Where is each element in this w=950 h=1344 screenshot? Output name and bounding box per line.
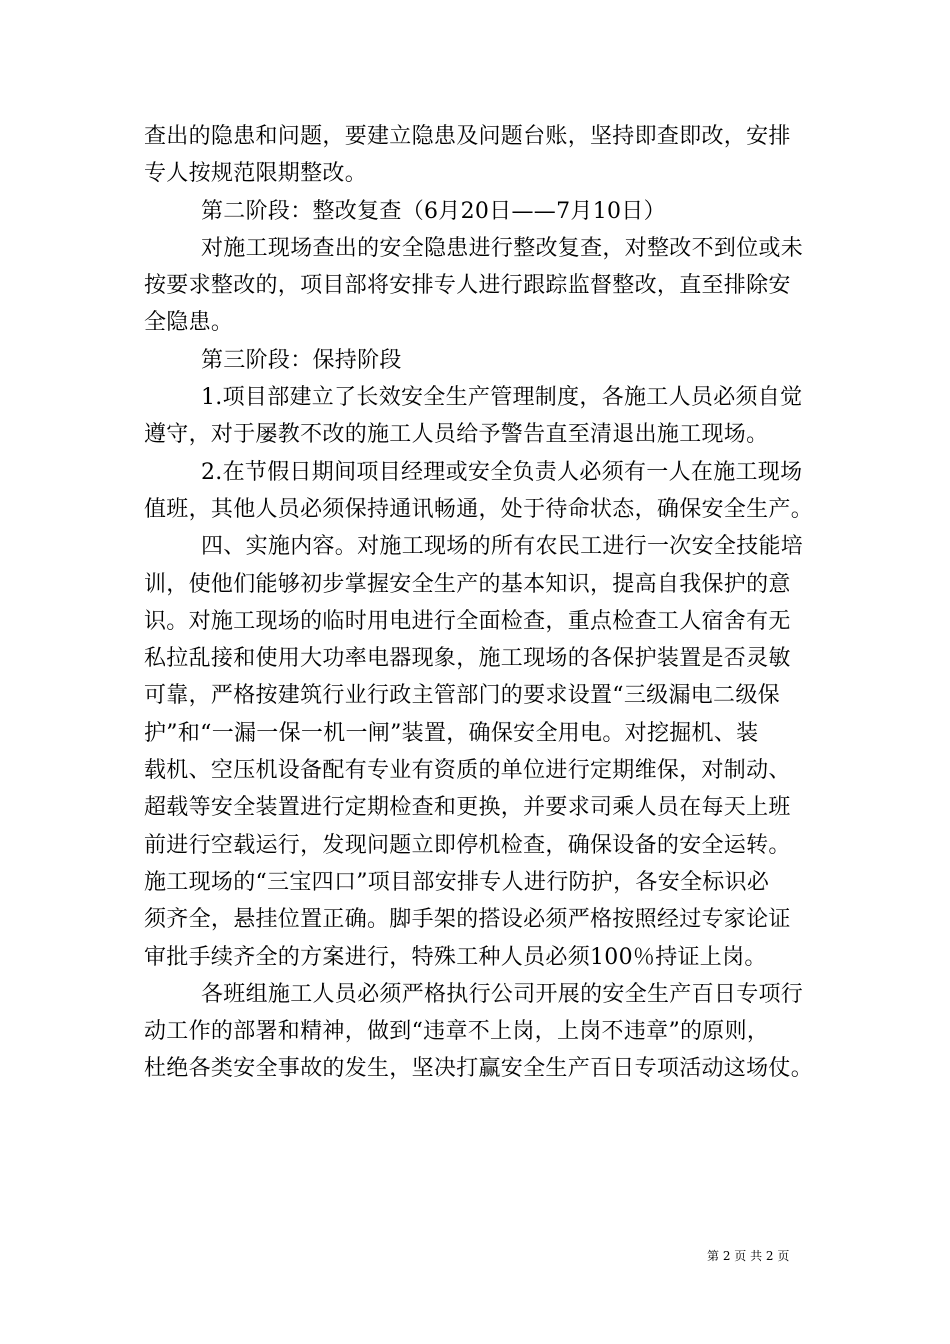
text-line: 载机、空压机设备配有专业有资质的单位进行定期维保，对制动、 [144, 758, 791, 784]
text-line: 2.在节假日期间项目经理或安全负责人必须有一人在施工现场 [201, 459, 803, 485]
text-line: 值班，其他人员必须保持通讯畅通，处于待命状态，确保安全生产。 [144, 496, 814, 522]
text-line: 1.项目部建立了长效安全生产管理制度，各施工人员必须自觉 [201, 385, 803, 411]
text-line: 对施工现场查出的安全隐患进行整改复查，对整改不到位或未 [201, 235, 804, 261]
document-body [144, 118, 814, 1088]
text-line: 训，使他们能够初步掌握安全生产的基本知识，提高自我保护的意 [144, 571, 791, 597]
text-line: 识。对施工现场的临时用电进行全面检查，重点检查工人宿舍有无 [144, 608, 791, 634]
text-line: 查出的隐患和问题，要建立隐患及问题台账，坚持即查即改，安排 [144, 124, 791, 149]
text-line: 专人按规范限期整改。 [144, 161, 368, 187]
section-heading: 第三阶段：保持阶段 [201, 347, 402, 373]
text-line: 遵守，对于屡教不改的施工人员给予警告直至清退出施工现场。 [144, 422, 769, 448]
section-heading: 第二阶段：整改复查（6月20日——7月10日） [201, 198, 666, 224]
text-line: 四、实施内容。对施工现场的所有农民工进行一次安全技能培 [201, 534, 804, 560]
text-line: 须齐全，悬挂位置正确。脚手架的搭设必须严格按照经过专家论证 [144, 907, 791, 933]
page-number-footer: 第 2 页 共 2 页 [707, 1249, 790, 1263]
text-line: 审批手续齐全的方案进行，特殊工种人员必须100％持证上岗。 [144, 944, 767, 970]
text-line: 可靠，严格按建筑行业行政主管部门的要求设置“三级漏电二级保 [144, 683, 780, 709]
text-line: 私拉乱接和使用大功率电器现象，施工现场的各保护装置是否灵敏 [144, 646, 791, 672]
text-line: 超载等安全装置进行定期检查和更换，并要求司乘人员在每天上班 [144, 795, 791, 821]
text-line: 按要求整改的，项目部将安排专人进行跟踪监督整改，直至排除安 [144, 273, 791, 299]
text-line: 前进行空载运行，发现问题立即停机检查，确保设备的安全运转。 [144, 832, 791, 858]
text-line: 各班组施工人员必须严格执行公司开展的安全生产百日专项行 [201, 981, 804, 1007]
text-line: 杜绝各类安全事故的发生，坚决打赢安全生产百日专项活动这场仗。 [144, 1056, 814, 1082]
text-line: 全隐患。 [144, 310, 234, 336]
text-line: 护”和“一漏一保一机一闸”装置，确保安全用电。对挖掘机、装 [144, 720, 759, 746]
text-line: 动工作的部署和精神，做到“违章不上岗，上岗不违章”的原则， [144, 1019, 770, 1045]
text-line: 施工现场的“三宝四口”项目部安排专人进行防护，各安全标识必 [144, 869, 770, 895]
